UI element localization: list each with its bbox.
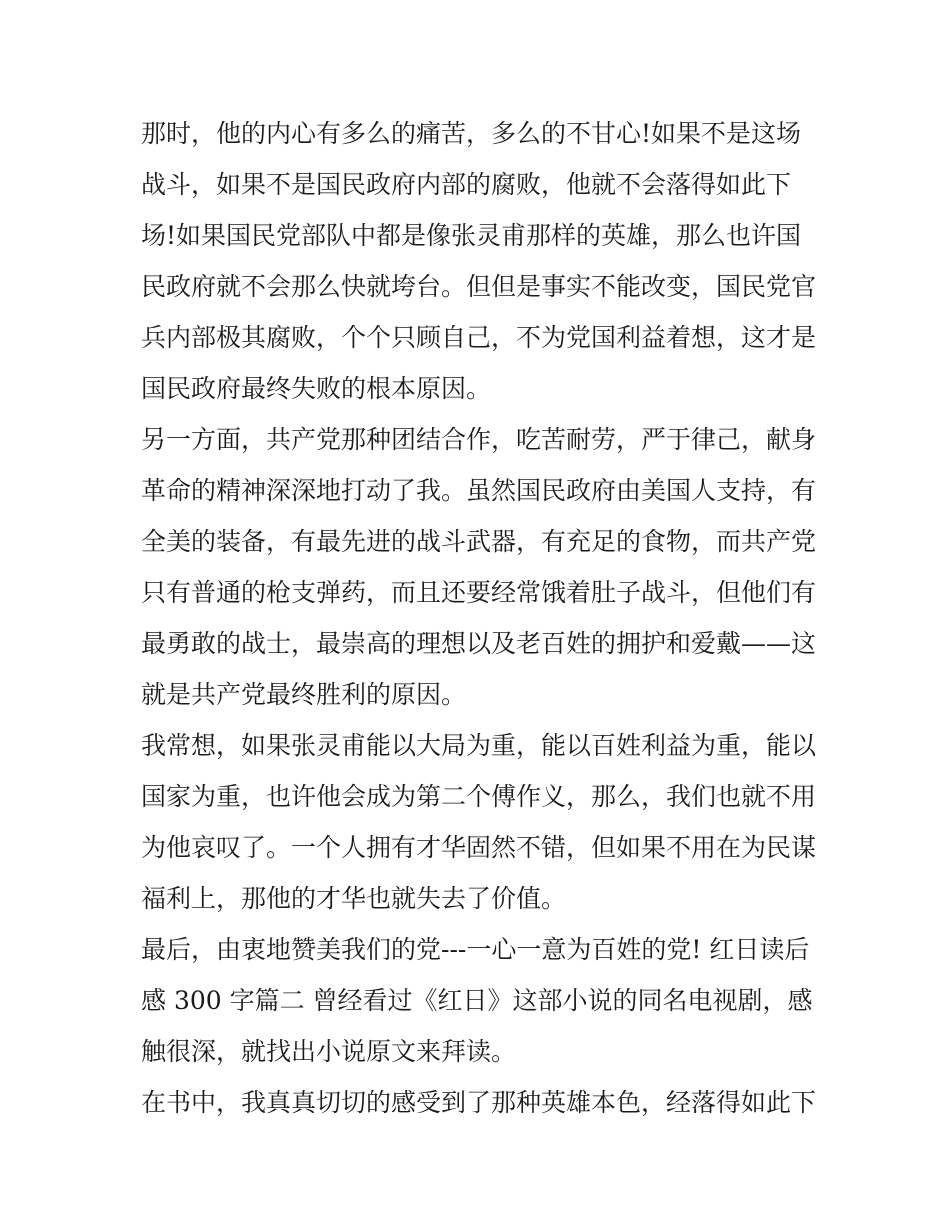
text-line: 战斗，如果不是国民政府内部的腐败，他就不会落得如此下 [141,170,792,199]
text-line: 全美的装备，有最先进的战斗武器，有充足的食物，而共产党 [141,527,817,556]
text-line: 兵内部极其腐败，个个只顾自己，不为党国利益着想，这才是 [141,323,817,352]
text-line: 福利上，那他的才华也就失去了价值。 [141,884,567,913]
text-line: 为他哀叹了。一个人拥有才华固然不错，但如果不用在为民谋 [141,833,817,862]
paragraph [141,720,821,924]
text-line: 感 300 字篇二 曾经看过《红日》这部小说的同名电视剧，感 [141,986,813,1015]
text-line: 另一方面，共产党那种团结合作，吃苦耐劳，严于律己，献身 [141,425,817,454]
text-line: 民政府就不会那么快就垮台。但但是事实不能改变，国民党官 [141,272,817,301]
text-line: 最后，由衷地赞美我们的党---一心一意为百姓的党! 红日读后 [141,935,810,964]
text-line: 国家为重，也许他会成为第二个傅作义，那么，我们也就不用 [141,782,817,811]
text-line: 我常想，如果张灵甫能以大局为重，能以百姓利益为重，能以 [141,731,817,760]
text-line: 就是共产党最终胜利的原因。 [141,680,467,709]
paragraph [141,108,821,414]
paragraph [141,414,821,720]
text-line: 国民政府最终失败的根本原因。 [141,374,492,403]
document-body [141,108,821,1128]
text-line: 触很深，就找出小说原文来拜读。 [141,1037,517,1066]
text-line: 革命的精神深深地打动了我。虽然国民政府由美国人支持，有 [141,476,817,505]
paragraph [141,1077,821,1128]
text-line: 场!如果国民党部队中都是像张灵甫那样的英雄，那么也许国 [141,221,802,250]
text-line: 最勇敢的战士，最崇高的理想以及老百姓的拥护和爱戴——这 [141,629,817,658]
text-line: 在书中，我真真切切的感受到了那种英雄本色，经落得如此下 [141,1088,817,1117]
text-line: 只有普通的枪支弹药，而且还要经常饿着肚子战斗，但他们有 [141,578,817,607]
text-line: 那时，他的内心有多么的痛苦，多么的不甘心!如果不是这场 [141,119,802,148]
paragraph [141,924,821,1077]
